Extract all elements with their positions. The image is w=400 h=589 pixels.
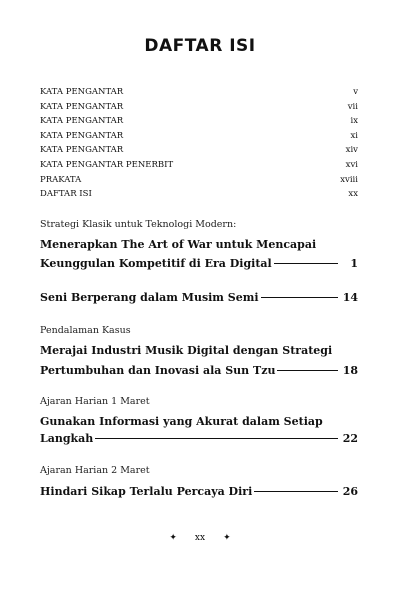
toc-label: KATA PENGANTAR [40,130,124,141]
toc-label: KATA PENGANTAR [40,87,124,97]
toc-row [40,100,358,115]
entry-title-line: Gunakan Informasi yang Akurat dalam Setiap [40,415,323,428]
ornament-icon: ✦ [223,533,231,543]
leader-line [254,491,338,492]
entry-page: 14 [342,291,358,304]
toc-row [40,173,358,188]
toc-page: xi [350,130,358,141]
toc-entry [40,290,358,306]
toc-page: xx [348,189,358,200]
leader-line [277,370,338,371]
toc-entry [40,256,358,272]
section-label: Ajaran Harian 2 Maret [40,465,150,476]
toc-entry [40,484,358,500]
toc-row [40,129,358,144]
front-matter-list [40,85,358,202]
entry-title-line: Hindari Sikap Terlalu Percaya Diri [40,485,253,498]
toc-row [40,158,358,173]
entry-title-line: Seni Berperang dalam Musim Semi [40,291,259,304]
entry-title-line: Keunggulan Kompetitif di Era Digital [40,257,272,270]
page-footer [0,533,400,543]
entry-page: 18 [342,364,358,377]
toc-row [40,187,358,202]
toc-row [40,114,358,129]
entry-title-line: Pertumbuhan dan Inovasi ala Sun Tzu [40,364,276,377]
entry-page: 1 [350,257,358,270]
page-title: DAFTAR ISI [144,36,256,56]
toc-page: xiv [345,145,358,156]
toc-entry [40,431,358,447]
toc-label: KATA PENGANTAR [40,101,124,112]
entry-title-line: Merajai Industri Musik Digital dengan Strategi [40,344,333,357]
toc-label: PRAKATA [40,174,82,185]
ornament-icon: ✦ [169,533,177,543]
entry-page: 22 [342,432,358,445]
toc-page: xviii [340,174,358,185]
section-label: Ajaran Harian 1 Maret [40,396,150,407]
leader-line [261,297,338,298]
entry-title-line: Menerapkan The Art of War untuk Mencapai [40,238,317,251]
section-label: Strategi Klasik untuk Teknologi Modern: [40,219,237,230]
toc-entry [40,363,358,379]
entry-page: 26 [342,485,358,498]
entry-title-line: Langkah [40,432,94,445]
toc-row [40,85,358,100]
toc-row [40,143,358,158]
toc-label: KATA PENGANTAR [40,116,124,127]
toc-page: ix [350,116,358,127]
toc-label: KATA PENGANTAR [40,145,124,156]
toc-label: DAFTAR ISI [40,189,92,200]
page-number: xx [194,533,206,543]
leader-line [95,438,338,439]
toc-page: v [353,87,358,97]
toc-label: KATA PENGANTAR PENERBIT [40,159,174,170]
toc-page: vii [347,101,358,112]
leader-line [274,263,338,264]
section-label: Pendalaman Kasus [40,325,131,336]
toc-page: xvi [345,159,358,170]
